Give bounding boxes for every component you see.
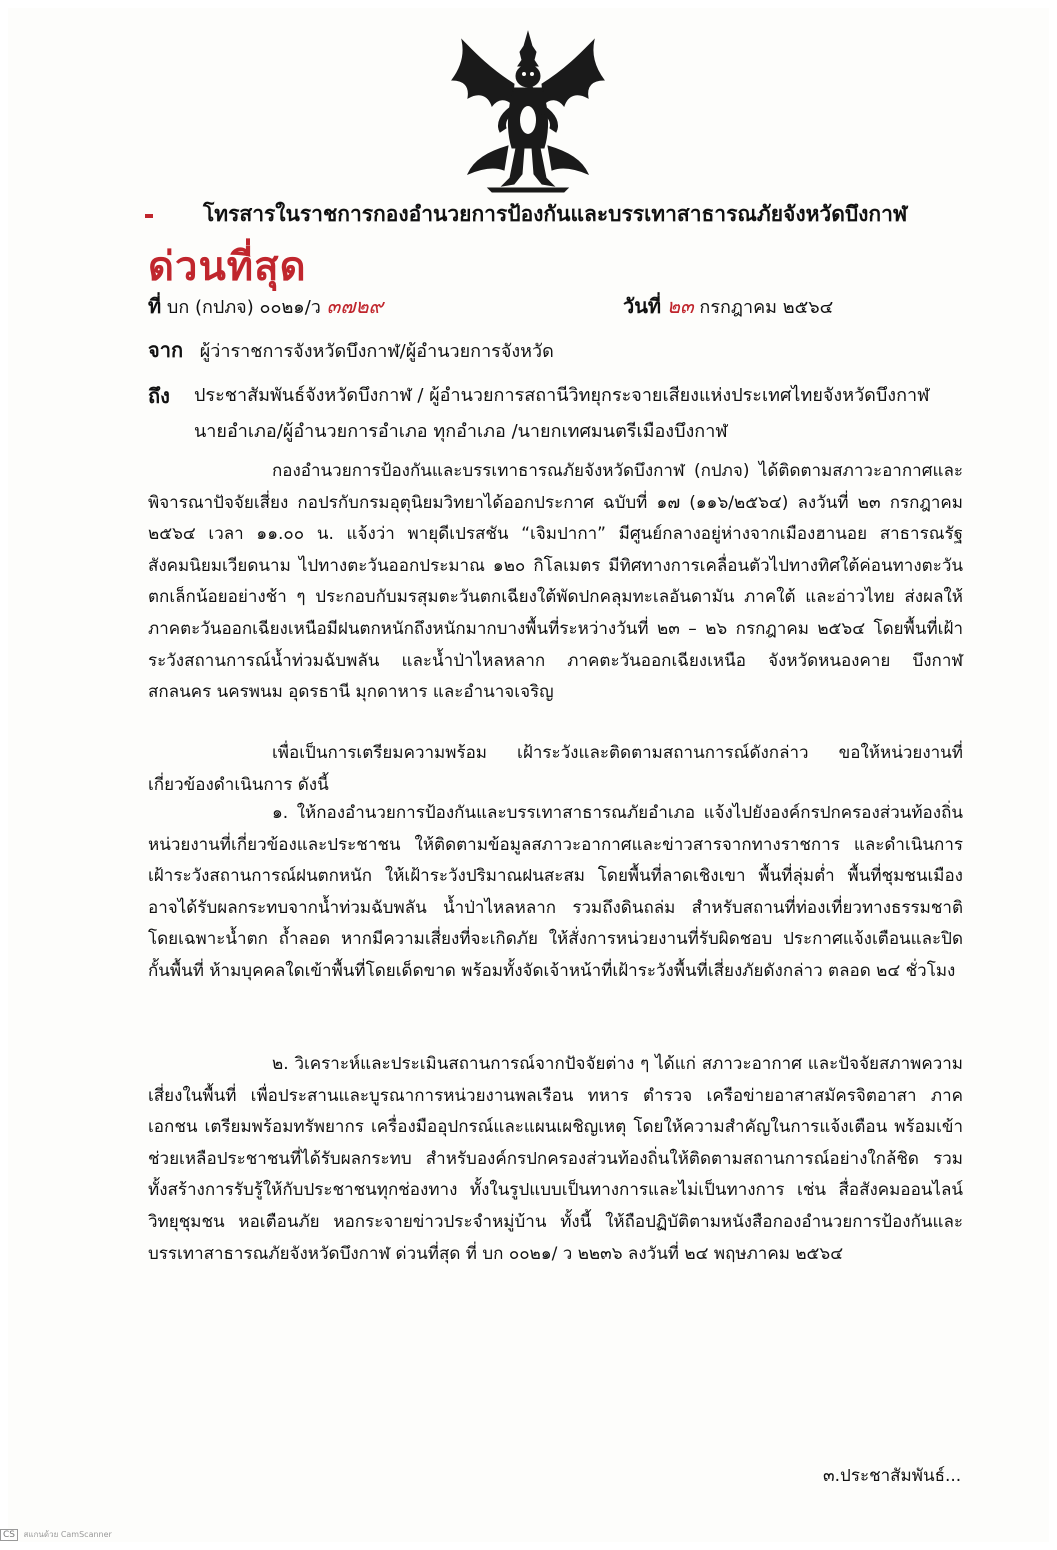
body-item-2: [148, 1049, 963, 1270]
date-label: วันที่: [623, 294, 662, 318]
body-paragraph-1: [148, 456, 963, 709]
garuda-emblem: [448, 28, 608, 193]
from-value: ผู้ว่าราชการจังหวัดบึงกาฬ/ผู้อำนวยการจังหวัด: [199, 341, 554, 362]
reference-value: บก (กปภจ) ๐๐๒๑/ว: [166, 297, 321, 318]
red-mark: [145, 214, 153, 218]
camscanner-watermark: [0, 1528, 112, 1541]
urgent-stamp: ด่วนที่สุด: [148, 243, 307, 290]
reference-handwritten-number: ๓๗๒๙: [326, 294, 384, 318]
document-page: [8, 8, 1049, 1542]
reference-label: ที่: [148, 294, 162, 318]
from-label: จาก: [148, 338, 184, 362]
camscanner-logo-icon: CS: [0, 1529, 18, 1541]
paragraph-text: เพื่อเป็นการเตรียมความพร้อม เฝ้าระวังและติดตามสถานการณ์ดังกล่าว ขอให้หน่วยงานที่เกี่ยวข้องดำเนินการ ดังนี้: [148, 743, 963, 795]
to-label: ถึง: [148, 384, 170, 408]
camscanner-text: สแกนด้วย CamScanner: [23, 1530, 112, 1539]
item-text: ๒. วิเคราะห์และประเมินสถานการณ์จากปัจจัยต่าง ๆ ได้แก่ สภาวะอากาศ และปัจจัยสภาพความเสี่ยงในพื้นที่ เพื่อประสานและบูรณาการหน่วยงานพลเรือน ทหาร ตำรวจ เครือข่ายอาสาสมัครจิตอาสา ภาคเอกชน เตรียมพร้อมทรัพยากร เครื่องมืออุปกรณ์และแผนเผชิญเหตุ โดยให้ความสำคัญในการแจ้งเตือน พร้อมเข้าช่วยเหลือประชาชนที่ได้รับผลกระทบ สำหรับองค์กรปกครองส่วนท้องถิ่นให้ติดตามสถานการณ์อย่างใกล้ชิด รวมทั้งสร้างการรับรู้ให้กับประชาชนทุกช่องทาง ทั้งในรูปแบบเป็นทางการและไม่เป็นทางการ เช่น สื่อสังคมออนไลน์ วิทยุชุมชน หอเตือนภัย หอกระจายข่าวประจำหมู่บ้าน ทั้งนี้ ให้ถือปฏิบัติตามหนังสือกองอำนวยการป้องกันและบรรเทาสาธารณภัยจังหวัดบึงกาฬ ด่วนที่สุด ที่ บก ๐๐๒๑/ ว ๒๒๓๖ ลงวันที่ ๒๔ พฤษภาคม ๒๕๖๔: [148, 1054, 963, 1264]
next-page-continuation: ๓.ประชาสัมพันธ์...: [823, 1466, 962, 1486]
body-paragraph-2: [148, 738, 963, 801]
to-recipients-line2: นายอำเภอ/ผู้อำนวยการอำเภอ ทุกอำเภอ /นายกเทศมนตรีเมืองบึงกาฬ: [194, 421, 728, 442]
document-title: โทรสารในราชการกองอำนวยการป้องกันและบรรเทาสาธารณภัยจังหวัดบึงกาฬ: [203, 202, 908, 226]
item-text: ๑. ให้กองอำนวยการป้องกันและบรรเทาสาธารณภัยอำเภอ แจ้งไปยังองค์กรปกครองส่วนท้องถิ่น หน่วยงานที่เกี่ยวข้องและประชาชน ให้ติดตามข้อมูลสภาวะอากาศและข่าวสารจากทางราชการ และดำเนินการเฝ้าระวังสถานการณ์ฝนตกหนัก ให้เฝ้าระวังปริมาณฝนสะสม โดยพื้นที่ลาดเชิงเขา พื้นที่ลุ่มต่ำ พื้นที่ชุมชนเมือง อาจได้รับผลกระทบจากน้ำท่วมฉับพลัน น้ำป่าไหลหลาก รวมถึงดินถล่ม สำหรับสถานที่ท่องเที่ยวทางธรรมชาติ โดยเฉพาะน้ำตก ถ้ำลอด หากมีความเสี่ยงที่จะเกิดภัย ให้สั่งการหน่วยงานที่รับผิดชอบ ประกาศแจ้งเตือนและปิดกั้นพื้นที่ ห้ามบุคคลใดเข้าพื้นที่โดยเด็ดขาด พร้อมทั้งจัดเจ้าหน้าที่เฝ้าระวังพื้นที่เสี่ยงภัยดังกล่าว ตลอด ๒๔ ชั่วโมง: [148, 803, 963, 981]
from-row: [148, 334, 554, 366]
to-recipients-line1: ประชาสัมพันธ์จังหวัดบึงกาฬ / ผู้อำนวยการสถานีวิทยุกระจายเสียงแห่งประเทศไทยจังหวัดบึงกาฬ: [194, 385, 930, 406]
reference-number: [148, 290, 383, 322]
body-item-1: [148, 798, 963, 988]
paragraph-text: กองอำนวยการป้องกันและบรรเทาธารณภัยจังหวัดบึงกาฬ (กปภจ) ได้ติดตามสภาวะอากาศและพิจารณาปัจจัยเสี่ยง กอปรกับกรมอุตุนิยมวิทยาได้ออกประกาศ ฉบับที่ ๑๗ (๑๑๖/๒๕๖๔) ลงวันที่ ๒๓ กรกฎาคม ๒๕๖๔ เวลา ๑๑.๐๐ น. แจ้งว่า พายุดีเปรสชัน “เจิมปากา” มีศูนย์กลางอยู่ห่างจากเมืองฮานอย สาธารณรัฐสังคมนิยมเวียดนาม ไปทางตะวันออกประมาณ ๑๒๐ กิโลเมตร มีทิศทางการเคลื่อนตัวไปทางทิศใต้ค่อนทางตะวันตกเล็กน้อยอย่างช้า ๆ ประกอบกับมรสุมตะวันตกเฉียงใต้พัดปกคลุมทะเลอันดามัน ภาคใต้ และอ่าวไทย ส่งผลให้ภาคตะวันออกเฉียงเหนือมีฝนตกหนักถึงหนักมากบางพื้นที่ระหว่างวันที่ ๒๓ – ๒๖ กรกฎาคม ๒๕๖๔ โดยพื้นที่เฝ้าระวังสถานการณ์น้ำท่วมฉับพลัน และน้ำป่าไหลหลาก ภาคตะวันออกเฉียงเหนือ จังหวัดหนองคาย บึงกาฬ สกลนคร นครพนม อุดรธานี มุกดาหาร และอำนาจเจริญ: [148, 461, 963, 703]
date-month-year: กรกฎาคม ๒๕๖๔: [699, 297, 834, 318]
document-date: [623, 290, 833, 322]
date-day: ๒๓: [666, 294, 694, 318]
